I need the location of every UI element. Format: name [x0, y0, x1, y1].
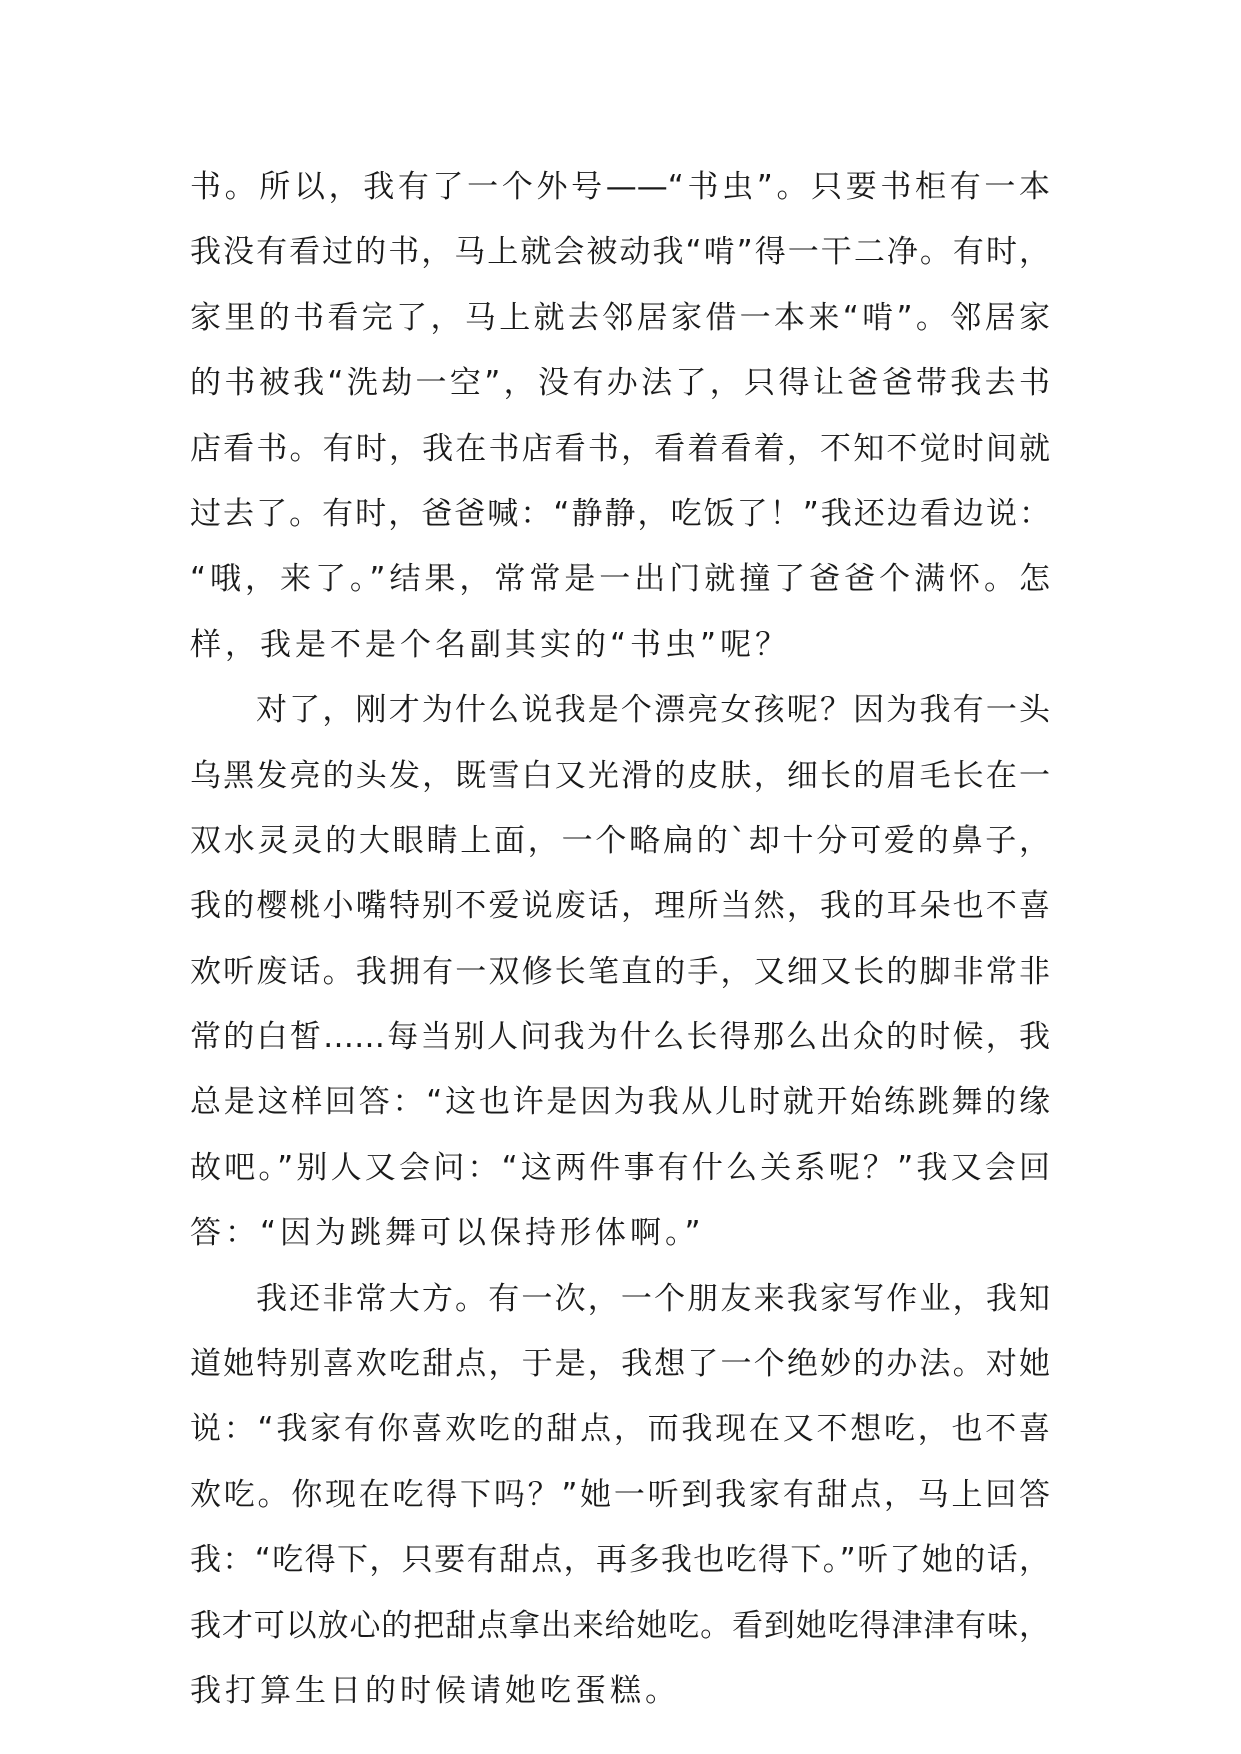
text-line: 样，我是不是个名副其实的“书虫”呢？	[190, 626, 791, 663]
text-line: 总是这样回答：“这也许是因为我从儿时就开始练跳舞的缘	[190, 1084, 1050, 1121]
text-line: 常的白皙……每当别人问我为什么长得那么出众的时候，我	[190, 1019, 1050, 1056]
text-line: 店看书。有时，我在书店看书，看着看着，不知不觉时间就	[190, 430, 1050, 467]
text-line: 双水灵灵的大眼睛上面，一个略扁的`却十分可爱的鼻子，	[190, 822, 1050, 859]
text-line: 的书被我“洗劫一空”，没有办法了，只得让爸爸带我去书	[190, 365, 1050, 402]
text-line: 说：“我家有你喜欢吃的甜点，而我现在又不想吃，也不喜	[190, 1411, 1050, 1448]
text-line: 道她特别喜欢吃甜点，于是，我想了一个绝妙的办法。对她	[190, 1346, 1050, 1383]
text-line: 欢听废话。我拥有一双修长笔直的手，又细又长的脚非常非	[190, 953, 1050, 990]
text-line: 我才可以放心的把甜点拿出来给她吃。看到她吃得津津有味，	[190, 1607, 1050, 1644]
paragraph-first-line: 我还非常大方。有一次，一个朋友来我家写作业，我知	[256, 1280, 1050, 1317]
text-line: 故吧。”别人又会问：“这两件事有什么关系呢？”我又会回	[190, 1149, 1050, 1186]
text-line: 欢吃。你现在吃得下吗？”她一听到我家有甜点，马上回答	[190, 1476, 1050, 1513]
text-line: 我打算生日的时候请她吃蛋糕。	[190, 1672, 680, 1709]
text-line: “哦，来了。”结果，常常是一出门就撞了爸爸个满怀。怎	[190, 561, 1050, 598]
text-line: 家里的书看完了，马上就去邻居家借一本来“啃”。邻居家	[190, 299, 1050, 336]
text-line: 答：“因为跳舞可以保持形体啊。”	[190, 1215, 705, 1252]
text-line: 我没有看过的书，马上就会被动我“啃”得一干二净。有时，	[190, 234, 1050, 271]
paragraph-first-line: 对了，刚才为什么说我是个漂亮女孩呢？因为我有一头	[256, 692, 1050, 729]
text-line: 乌黑发亮的头发，既雪白又光滑的皮肤，细长的眉毛长在一	[190, 757, 1050, 794]
text-line: 过去了。有时，爸爸喊：“静静，吃饭了！”我还边看边说：	[190, 495, 1050, 532]
text-line: 我：“吃得下，只要有甜点，再多我也吃得下。”听了她的话，	[190, 1542, 1050, 1579]
text-line: 我的樱桃小嘴特别不爱说废话，理所当然，我的耳朵也不喜	[190, 888, 1050, 925]
text-line: 书。所以，我有了一个外号——“书虫”。只要书柜有一本	[190, 169, 1050, 205]
body-text	[190, 155, 1050, 1724]
